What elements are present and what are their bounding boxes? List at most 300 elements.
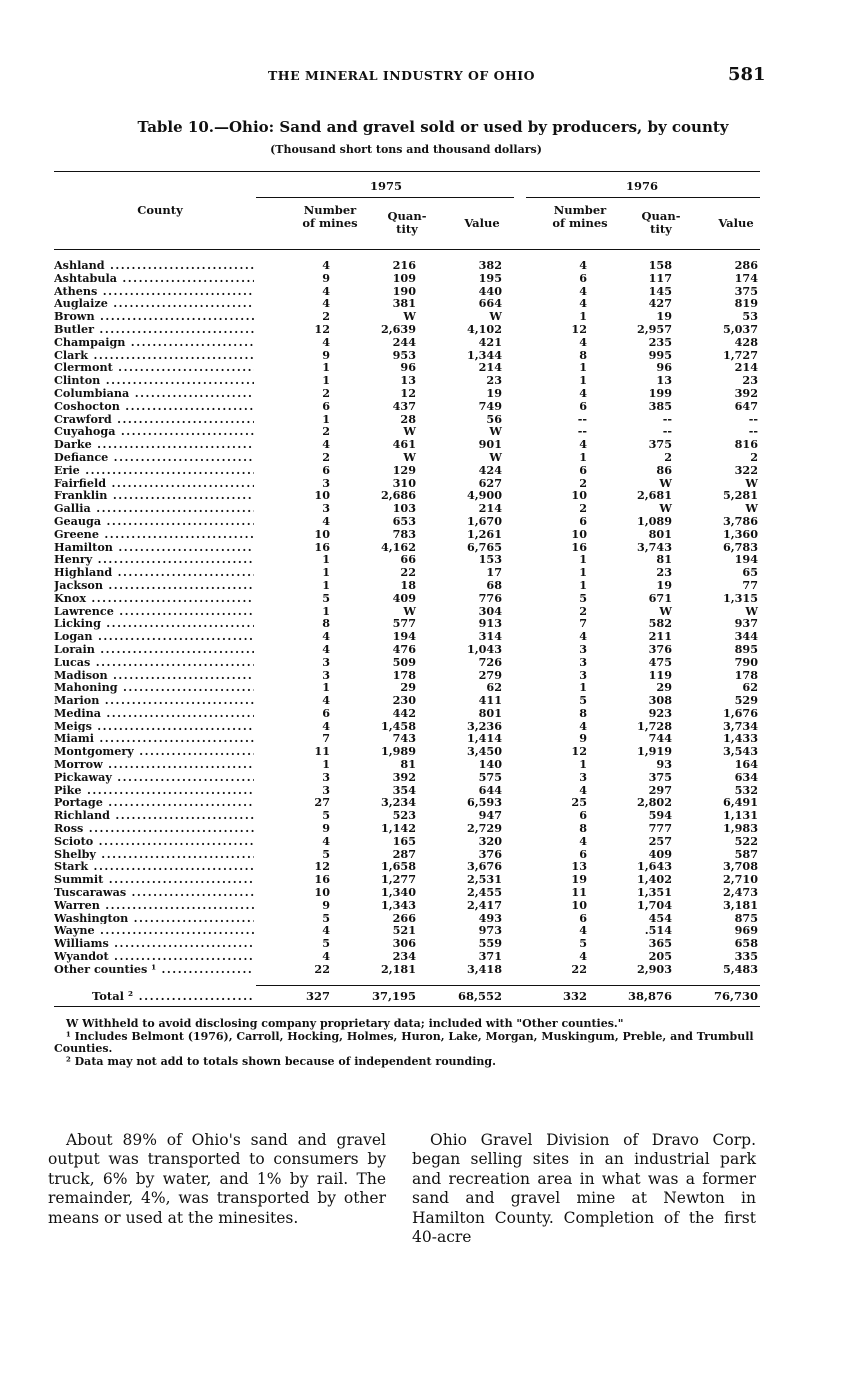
cell-value-1976: 322	[734, 462, 758, 477]
cell-mines-1976: 16	[571, 539, 587, 554]
cell-value-1975: 973	[478, 923, 502, 938]
cell-quantity-1976: 19	[656, 577, 672, 592]
total-row	[0, 989, 860, 1003]
year-1975-header: 1975	[369, 179, 402, 193]
cell-quantity-1976: 297	[648, 782, 672, 797]
cell-value-1975: 195	[478, 270, 502, 285]
table-row	[0, 336, 860, 349]
cell-mines-1976: 7	[579, 616, 587, 631]
cell-mines-1976: 4	[579, 258, 587, 272]
total-label: Total ² .....	[92, 989, 252, 1003]
cell-mines-1975: 4	[322, 437, 330, 452]
cell-quantity-1976: 365	[648, 936, 672, 951]
cell-quantity-1976: W	[659, 603, 672, 618]
table-row	[0, 489, 860, 502]
cell-quantity-1976: 1,919	[636, 744, 672, 759]
total-rule	[256, 985, 760, 986]
cell-value-1976: 23	[742, 373, 758, 388]
cell-mines-1976: 4	[579, 437, 587, 452]
cell-mines-1975: 1	[322, 360, 330, 375]
cell-value-1976: 790	[734, 654, 758, 669]
cell-value-1976: 1,315	[722, 590, 758, 605]
cell-quantity-1976: W	[659, 475, 672, 490]
cell-mines-1976: 5	[579, 693, 587, 708]
cell-quantity-1975: 476	[392, 641, 416, 656]
cell-county: Summit .....	[54, 873, 254, 886]
cell-value-1976: 895	[734, 641, 758, 656]
cell-county: Coshocton .....	[54, 400, 254, 413]
cell-mines-1976: 13	[571, 859, 587, 874]
table-row	[0, 425, 860, 438]
cell-county: Williams .....	[54, 937, 254, 950]
cell-quantity-1975: 2,639	[380, 321, 416, 336]
cell-mines-1976: 5	[579, 590, 587, 605]
cell-quantity-1976: 1,643	[636, 859, 672, 874]
cell-value-1975: 153	[478, 552, 502, 567]
cell-value-1976: 5,281	[722, 488, 758, 503]
cell-value-1975: 749	[478, 398, 502, 413]
cell-value-1975: 140	[478, 757, 502, 772]
cell-quantity-1975: 743	[392, 731, 416, 746]
cell-quantity-1975: 577	[392, 616, 416, 631]
cell-quantity-1976: 376	[648, 641, 672, 656]
cell-county: Gallia .....	[54, 502, 254, 515]
cell-value-1976: 214	[734, 360, 758, 375]
cell-quantity-1975: 392	[392, 769, 416, 784]
cell-value-1975: W	[489, 424, 502, 439]
cell-quantity-1975: 442	[392, 705, 416, 720]
cell-county: Miami .....	[54, 732, 254, 745]
cell-quantity-1975: 521	[392, 923, 416, 938]
cell-mines-1975: 1	[322, 373, 330, 388]
cell-value-1976: 375	[734, 283, 758, 298]
cell-quantity-1975: 178	[392, 667, 416, 682]
cell-value-1976: 937	[734, 616, 758, 631]
cell-value-1976: 529	[734, 693, 758, 708]
cell-mines-1976: 2	[579, 603, 587, 618]
footnote-1: ¹ Includes Belmont (1976), Carroll, Hocking, Holmes, Huron, Lake, Morgan, Muskingum, Preble, and Trumbull Counties.	[54, 1029, 754, 1055]
cell-mines-1975: 1	[322, 565, 330, 580]
cell-mines-1976: 4	[579, 833, 587, 848]
cell-value-1975: 3,450	[466, 744, 502, 759]
cell-value-1975: 3,676	[466, 859, 502, 874]
table-subtitle: (Thousand short tons and thousand dollars)	[270, 143, 542, 156]
cell-value-1975: 68	[486, 577, 502, 592]
cell-mines-1975: 4	[322, 334, 330, 349]
cell-county: Pike .....	[54, 784, 254, 797]
cell-mines-1975: 3	[322, 475, 330, 490]
total-quantity-1975: 37,195	[371, 989, 416, 1003]
cell-value-1975: 947	[478, 808, 502, 823]
cell-value-1976: 2	[750, 449, 758, 464]
cell-value-1975: 56	[486, 411, 502, 426]
quantity-1976-header: Quan- tity	[641, 209, 681, 236]
cell-value-1975: 314	[478, 629, 502, 644]
cell-quantity-1975: 81	[400, 757, 416, 772]
table-row	[0, 950, 860, 963]
cell-value-1975: 901	[478, 437, 502, 452]
cell-county: Wyandot .....	[54, 950, 254, 963]
cell-county: Ross .....	[54, 822, 254, 835]
cell-value-1975: 23	[486, 373, 502, 388]
cell-mines-1976: 3	[579, 769, 587, 784]
cell-quantity-1975: 190	[392, 283, 416, 298]
cell-mines-1976: 4	[579, 629, 587, 644]
cell-county: Jackson .....	[54, 579, 254, 592]
cell-quantity-1975: W	[403, 309, 416, 324]
cell-mines-1975: 10	[314, 526, 330, 541]
cell-mines-1976: 6	[579, 846, 587, 861]
cell-value-1975: 440	[478, 283, 502, 298]
cell-mines-1976: 4	[579, 923, 587, 938]
cell-quantity-1976: --	[662, 424, 672, 439]
table-row	[0, 528, 860, 541]
cell-county: Ashtabula .....	[54, 272, 254, 285]
table-row	[0, 541, 860, 554]
cell-quantity-1976: 671	[648, 590, 672, 605]
cell-quantity-1975: W	[403, 603, 416, 618]
cell-county: Ashland .....	[54, 259, 254, 272]
cell-value-1975: W	[489, 449, 502, 464]
table-row	[0, 438, 860, 451]
cell-value-1975: 627	[478, 475, 502, 490]
cell-mines-1976: 4	[579, 283, 587, 298]
cell-county: Lorain .....	[54, 643, 254, 656]
cell-mines-1976: 4	[579, 334, 587, 349]
cell-quantity-1975: 109	[392, 270, 416, 285]
cell-county: Other counties ¹ .....	[54, 963, 254, 976]
cell-quantity-1975: W	[403, 449, 416, 464]
table-row	[0, 464, 860, 477]
cell-mines-1975: 9	[322, 821, 330, 836]
table-top-rule	[54, 171, 760, 172]
cell-mines-1975: 7	[322, 731, 330, 746]
cell-county: Butler .....	[54, 323, 254, 336]
cell-value-1976: 969	[734, 923, 758, 938]
cell-mines-1976: 6	[579, 910, 587, 925]
cell-quantity-1975: 18	[400, 577, 416, 592]
cell-value-1976: 6,783	[722, 539, 758, 554]
cell-mines-1975: 4	[322, 283, 330, 298]
cell-quantity-1975: 216	[392, 258, 416, 272]
cell-quantity-1975: 1,142	[380, 821, 416, 836]
cell-quantity-1976: 205	[648, 949, 672, 964]
cell-mines-1975: 2	[322, 424, 330, 439]
cell-value-1975: 493	[478, 910, 502, 925]
cell-county: Defiance .....	[54, 451, 254, 464]
running-title: THE MINERAL INDUSTRY OF OHIO	[268, 68, 536, 83]
cell-mines-1975: 2	[322, 309, 330, 324]
cell-mines-1975: 3	[322, 782, 330, 797]
cell-quantity-1975: 1,658	[380, 859, 416, 874]
cell-mines-1975: 9	[322, 897, 330, 912]
cell-quantity-1975: W	[403, 424, 416, 439]
cell-value-1976: 587	[734, 846, 758, 861]
cell-value-1976: 1,433	[722, 731, 758, 746]
cell-value-1975: 776	[478, 590, 502, 605]
cell-value-1975: 801	[478, 705, 502, 720]
cell-mines-1976: 2	[579, 501, 587, 516]
cell-mines-1976: 1	[579, 309, 587, 324]
cell-mines-1975: 12	[314, 859, 330, 874]
cell-quantity-1976: 117	[648, 270, 672, 285]
table-row	[0, 912, 860, 925]
cell-county: Clark .....	[54, 349, 254, 362]
cell-value-1976: 1,131	[722, 808, 758, 823]
cell-value-1975: 2,455	[466, 885, 502, 900]
cell-county: Richland .....	[54, 809, 254, 822]
cell-county: Madison .....	[54, 669, 254, 682]
cell-mines-1975: 12	[314, 321, 330, 336]
table-row	[0, 771, 860, 784]
cell-mines-1976: 9	[579, 731, 587, 746]
cell-mines-1976: 1	[579, 680, 587, 695]
cell-mines-1975: 16	[314, 872, 330, 887]
cell-value-1975: 4,900	[466, 488, 502, 503]
total-mines-1976: 332	[562, 989, 587, 1003]
cell-value-1975: 411	[478, 693, 502, 708]
cell-value-1976: 62	[742, 680, 758, 695]
cell-value-1976: W	[745, 603, 758, 618]
quantity-1975-header: Quan- tity	[387, 209, 427, 236]
cell-value-1975: 2,729	[466, 821, 502, 836]
cell-mines-1975: 4	[322, 296, 330, 311]
cell-mines-1975: 4	[322, 833, 330, 848]
cell-quantity-1975: 653	[392, 513, 416, 528]
cell-county: Marion .....	[54, 694, 254, 707]
cell-value-1976: 1,360	[722, 526, 758, 541]
cell-county: Knox .....	[54, 592, 254, 605]
cell-mines-1976: 11	[571, 885, 587, 900]
cell-quantity-1976: 158	[648, 258, 672, 272]
cell-mines-1976: --	[577, 424, 587, 439]
cell-value-1976: 819	[734, 296, 758, 311]
value-1975-header: Value	[464, 216, 500, 230]
table-row	[0, 924, 860, 937]
cell-value-1975: 1,344	[466, 347, 502, 362]
cell-county: Wayne .....	[54, 924, 254, 937]
cell-quantity-1975: 310	[392, 475, 416, 490]
cell-value-1976: 2,710	[722, 872, 758, 887]
cell-quantity-1976: 81	[656, 552, 672, 567]
cell-county: Tuscarawas .....	[54, 886, 254, 899]
cell-value-1976: 3,786	[722, 513, 758, 528]
cell-value-1975: 3,236	[466, 718, 502, 733]
cell-mines-1976: 4	[579, 782, 587, 797]
cell-mines-1975: 4	[322, 629, 330, 644]
cell-quantity-1976: 1,351	[636, 885, 672, 900]
cell-value-1976: 335	[734, 949, 758, 964]
total-value-1976: 76,730	[713, 989, 758, 1003]
cell-mines-1975: 10	[314, 488, 330, 503]
cell-quantity-1976: 594	[648, 808, 672, 823]
cell-quantity-1975: 230	[392, 693, 416, 708]
cell-mines-1976: 8	[579, 821, 587, 836]
cell-mines-1975: 8	[322, 616, 330, 631]
table-title: Table 10.—Ohio: Sand and gravel sold or used by producers, by county	[137, 118, 729, 136]
cell-quantity-1976: 19	[656, 309, 672, 324]
cell-county: Clermont .....	[54, 361, 254, 374]
cell-value-1975: 371	[478, 949, 502, 964]
cell-quantity-1975: 165	[392, 833, 416, 848]
cell-value-1976: 816	[734, 437, 758, 452]
cell-quantity-1976: 145	[648, 283, 672, 298]
cell-value-1975: 279	[478, 667, 502, 682]
table-row	[0, 592, 860, 605]
cell-mines-1976: 6	[579, 462, 587, 477]
cell-mines-1976: 1	[579, 373, 587, 388]
cell-value-1976: 6,491	[722, 795, 758, 810]
cell-mines-1976: 10	[571, 897, 587, 912]
cell-mines-1975: 4	[322, 513, 330, 528]
cell-quantity-1975: 244	[392, 334, 416, 349]
cell-county: Erie .....	[54, 464, 254, 477]
cell-county: Fairfield .....	[54, 477, 254, 490]
cell-value-1976: 2,473	[722, 885, 758, 900]
cell-quantity-1976: 475	[648, 654, 672, 669]
table-row	[0, 617, 860, 630]
cell-value-1975: 1,261	[466, 526, 502, 541]
cell-mines-1975: 1	[322, 757, 330, 772]
cell-quantity-1976: 427	[648, 296, 672, 311]
cell-value-1976: 522	[734, 833, 758, 848]
cell-mines-1975: 5	[322, 590, 330, 605]
cell-value-1976: 194	[734, 552, 758, 567]
cell-quantity-1976: 96	[656, 360, 672, 375]
cell-mines-1975: 6	[322, 398, 330, 413]
cell-quantity-1975: 129	[392, 462, 416, 477]
cell-quantity-1975: 953	[392, 347, 416, 362]
cell-value-1976: 3,734	[722, 718, 758, 733]
cell-mines-1975: 5	[322, 808, 330, 823]
cell-value-1976: 178	[734, 667, 758, 682]
cell-mines-1975: 3	[322, 667, 330, 682]
cell-quantity-1975: 103	[392, 501, 416, 516]
cell-mines-1975: 5	[322, 846, 330, 861]
table-row	[0, 349, 860, 362]
cell-quantity-1976: 2,957	[636, 321, 672, 336]
cell-value-1976: 344	[734, 629, 758, 644]
cell-quantity-1976: W	[659, 501, 672, 516]
cell-mines-1976: 1	[579, 449, 587, 464]
cell-mines-1975: 4	[322, 923, 330, 938]
cell-value-1976: 647	[734, 398, 758, 413]
cell-value-1975: 575	[478, 769, 502, 784]
cell-value-1975: 6,593	[466, 795, 502, 810]
cell-county: Cuyahoga .....	[54, 425, 254, 438]
county-header: County	[137, 203, 183, 217]
cell-value-1975: 382	[478, 258, 502, 272]
cell-quantity-1975: 523	[392, 808, 416, 823]
cell-mines-1975: 1	[322, 552, 330, 567]
cell-value-1976: 53	[742, 309, 758, 324]
cell-quantity-1975: 1,458	[380, 718, 416, 733]
cell-mines-1975: 2	[322, 385, 330, 400]
cell-mines-1975: 16	[314, 539, 330, 554]
cell-quantity-1976: 2,903	[636, 961, 672, 976]
cell-mines-1975: 1	[322, 603, 330, 618]
cell-value-1976: 875	[734, 910, 758, 925]
cell-mines-1976: 6	[579, 513, 587, 528]
table-row	[0, 707, 860, 720]
cell-county: Portage .....	[54, 796, 254, 809]
cell-county: Morrow .....	[54, 758, 254, 771]
cell-mines-1975: 4	[322, 949, 330, 964]
cell-county: Montgomery .....	[54, 745, 254, 758]
cell-quantity-1975: 13	[400, 373, 416, 388]
cell-quantity-1976: 2,802	[636, 795, 672, 810]
header-bottom-rule	[54, 249, 760, 250]
cell-mines-1975: 6	[322, 462, 330, 477]
cell-county: Logan .....	[54, 630, 254, 643]
table-row	[0, 566, 860, 579]
cell-county: Darke .....	[54, 438, 254, 451]
cell-value-1975: 1,414	[466, 731, 502, 746]
cell-county: Highland .....	[54, 566, 254, 579]
table-row	[0, 669, 860, 682]
cell-quantity-1975: 1,989	[380, 744, 416, 759]
cell-value-1975: 913	[478, 616, 502, 631]
cell-value-1975: 424	[478, 462, 502, 477]
table-row	[0, 605, 860, 618]
total-quantity-1976: 38,876	[627, 989, 672, 1003]
cell-mines-1976: 1	[579, 552, 587, 567]
cell-value-1976: 5,483	[722, 961, 758, 976]
cell-mines-1975: 10	[314, 885, 330, 900]
cell-mines-1975: 4	[322, 641, 330, 656]
cell-county: Warren .....	[54, 899, 254, 912]
cell-value-1975: 644	[478, 782, 502, 797]
cell-county: Stark .....	[54, 860, 254, 873]
table-row	[0, 937, 860, 950]
cell-quantity-1976: 995	[648, 347, 672, 362]
cell-value-1976: 5,037	[722, 321, 758, 336]
table-row	[0, 400, 860, 413]
cell-quantity-1976: 777	[648, 821, 672, 836]
cell-mines-1975: 1	[322, 577, 330, 592]
cell-mines-1975: 9	[322, 270, 330, 285]
cell-mines-1975: 5	[322, 936, 330, 951]
cell-quantity-1975: 306	[392, 936, 416, 951]
cell-value-1976: --	[748, 424, 758, 439]
cell-mines-1976: --	[577, 411, 587, 426]
cell-value-1975: 726	[478, 654, 502, 669]
body-paragraph-left: About 89% of Ohio's sand and gravel output was transported to consumers by truck, 6% by water, and 1% by rail. The remainder, 4%, was transported by other means or used at the minesites.	[48, 1130, 386, 1227]
mines-1976-header: Number of mines	[552, 203, 608, 230]
cell-quantity-1976: --	[662, 411, 672, 426]
cell-value-1976: 658	[734, 936, 758, 951]
cell-value-1975: 664	[478, 296, 502, 311]
cell-county: Shelby .....	[54, 848, 254, 861]
cell-quantity-1975: 22	[400, 565, 416, 580]
table-row	[0, 285, 860, 298]
cell-quantity-1976: 1,728	[636, 718, 672, 733]
cell-county: Brown .....	[54, 310, 254, 323]
cell-value-1975: 1,670	[466, 513, 502, 528]
cell-value-1976: 3,543	[722, 744, 758, 759]
cell-quantity-1976: 409	[648, 846, 672, 861]
cell-county: Franklin .....	[54, 489, 254, 502]
cell-mines-1976: 10	[571, 488, 587, 503]
cell-value-1975: 62	[486, 680, 502, 695]
table-row	[0, 643, 860, 656]
cell-quantity-1975: 1,277	[380, 872, 416, 887]
cell-mines-1976: 4	[579, 385, 587, 400]
cell-mines-1976: 25	[571, 795, 587, 810]
table-row	[0, 323, 860, 336]
cell-quantity-1975: 266	[392, 910, 416, 925]
table-body	[0, 259, 860, 976]
